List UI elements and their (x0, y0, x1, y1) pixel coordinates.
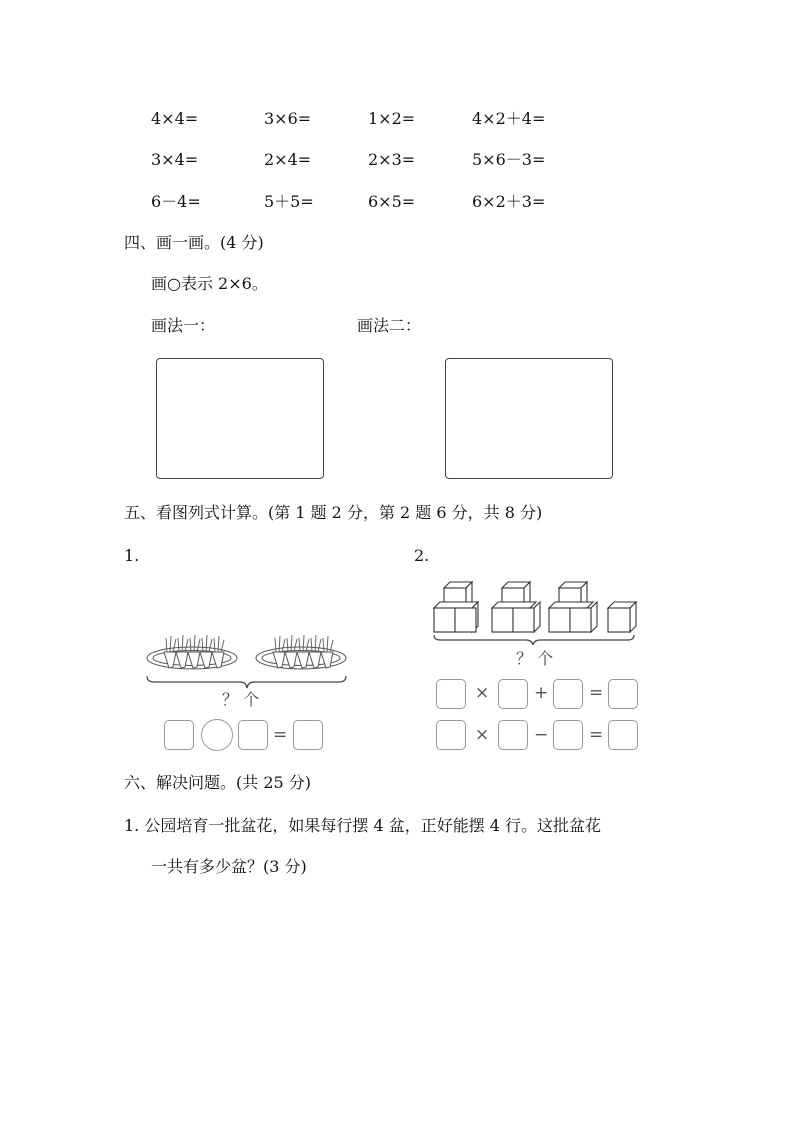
q2-row1-box-1[interactable] (436, 679, 466, 709)
arith-item: 4×2＋4= (472, 109, 546, 128)
arith-item: 2×4= (264, 150, 312, 169)
q2-row1-box-4[interactable] (608, 679, 638, 709)
brace-icon (147, 676, 346, 688)
cube-stacks-illustration (430, 579, 640, 645)
section6-heading: 六、解决问题。(共 25 分) (124, 773, 312, 792)
q1-equals-sign: = (273, 725, 288, 745)
q1-operator-circle[interactable] (201, 719, 233, 751)
q2-question-label: ？ 个 (516, 649, 554, 668)
arith-item: 6×5= (368, 192, 416, 211)
arith-item: 1×2= (368, 109, 416, 128)
q1-question-label: ？ 个 (222, 690, 260, 709)
q1-answer-box-2[interactable] (238, 720, 268, 750)
q2-row1-op-1: × (475, 683, 490, 703)
q2-row1-box-3[interactable] (553, 679, 583, 709)
q2-row2-box-3[interactable] (553, 720, 583, 750)
brace-icon (434, 635, 634, 645)
arith-item: 5×6－3= (472, 150, 546, 169)
cube-group-1-icon (434, 582, 478, 632)
plate-right-icon (256, 635, 346, 669)
arith-item: 2×3= (368, 150, 416, 169)
section6-q1-line2: 一共有多少盆？(3 分) (151, 857, 307, 876)
q2-row2-op-3: = (589, 725, 604, 745)
plate-left-icon (147, 635, 237, 669)
q2-row2-box-1[interactable] (436, 720, 466, 750)
arith-item: 3×4= (151, 150, 199, 169)
method2-label: 画法二： (357, 316, 422, 335)
drawing-box-2[interactable] (445, 358, 613, 479)
single-cube-icon (608, 602, 636, 632)
cube-group-3-icon (549, 582, 597, 632)
arith-item: 3×6= (264, 109, 312, 128)
q1-number: 1. (124, 546, 140, 565)
section6-q1-line1: 1. 公园培育一批盆花，如果每行摆 4 盆，正好能摆 4 行。这批盆花 (124, 816, 602, 835)
section4-instruction: 画○表示 2×6。 (151, 274, 268, 293)
arith-item: 6－4= (151, 192, 201, 211)
q2-row1-op-3: = (589, 683, 604, 703)
arith-item: 5＋5= (264, 192, 314, 211)
arith-item: 4×4= (151, 109, 199, 128)
q2-row2-op-2: − (534, 725, 549, 745)
q1-answer-box-3[interactable] (293, 720, 323, 750)
q2-number: 2. (414, 546, 430, 565)
q2-row2-box-4[interactable] (608, 720, 638, 750)
drawing-box-1[interactable] (156, 358, 324, 479)
carrot-plates-illustration (140, 618, 355, 690)
q1-answer-box-1[interactable] (164, 720, 194, 750)
method1-label: 画法一： (151, 316, 216, 335)
q2-row2-op-1: × (475, 725, 490, 745)
q2-row1-op-2: + (534, 683, 549, 703)
cube-group-2-icon (492, 582, 540, 632)
arith-item: 6×2＋3= (472, 192, 546, 211)
q2-row1-box-2[interactable] (498, 679, 528, 709)
q2-row2-box-2[interactable] (498, 720, 528, 750)
section4-heading: 四、画一画。(4 分) (124, 233, 264, 252)
section5-heading: 五、看图列式计算。(第 1 题 2 分，第 2 题 6 分，共 8 分) (124, 503, 543, 522)
